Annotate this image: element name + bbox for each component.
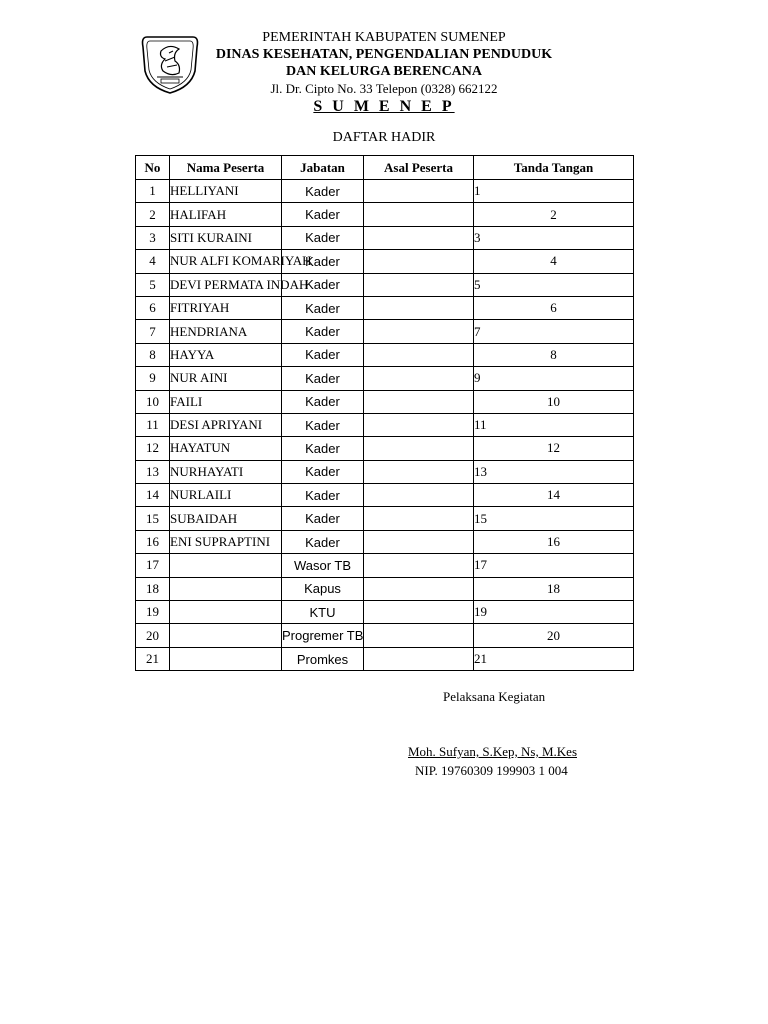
row-no: 9 xyxy=(136,367,170,390)
row-nama-peserta: DESI APRIYANI xyxy=(170,413,282,436)
table-row xyxy=(136,624,634,647)
table-row xyxy=(136,203,634,226)
row-no: 10 xyxy=(136,390,170,413)
header-agency-name-2: DAN KELURGA BERENCANA xyxy=(285,64,483,79)
row-tanda-tangan: 8 xyxy=(474,343,634,366)
header-tanda-tangan: Tanda Tangan xyxy=(474,156,634,180)
row-tanda-tangan: 18 xyxy=(474,577,634,600)
row-jabatan: Kader xyxy=(282,343,364,366)
row-asal-peserta xyxy=(364,343,474,366)
row-tanda-tangan: 13 xyxy=(474,460,634,483)
table-row xyxy=(136,296,634,319)
table-row xyxy=(136,367,634,390)
row-tanda-tangan: 11 xyxy=(474,413,634,436)
row-no: 1 xyxy=(136,180,170,203)
row-nama-peserta xyxy=(170,554,282,577)
row-asal-peserta xyxy=(364,484,474,507)
row-nama-peserta: HENDRIANA xyxy=(170,320,282,343)
row-nama-peserta: HELLIYANI xyxy=(170,180,282,203)
table-row xyxy=(136,601,634,624)
row-asal-peserta xyxy=(364,601,474,624)
row-no: 15 xyxy=(136,507,170,530)
row-no: 13 xyxy=(136,460,170,483)
row-nama-peserta: NUR AINI xyxy=(170,367,282,390)
row-tanda-tangan: 20 xyxy=(474,624,634,647)
table-row xyxy=(136,507,634,530)
row-asal-peserta xyxy=(364,507,474,530)
row-jabatan: Wasor TB xyxy=(282,554,364,577)
table-row xyxy=(136,273,634,296)
row-nama-peserta: FITRIYAH xyxy=(170,296,282,319)
row-no: 4 xyxy=(136,250,170,273)
row-jabatan: Kader xyxy=(282,530,364,553)
row-asal-peserta xyxy=(364,460,474,483)
row-nama-peserta: HALIFAH xyxy=(170,203,282,226)
row-tanda-tangan: 9 xyxy=(474,367,634,390)
row-nama-peserta: SUBAIDAH xyxy=(170,507,282,530)
table-row xyxy=(136,226,634,249)
header-jabatan: Jabatan xyxy=(282,156,364,180)
row-no: 11 xyxy=(136,413,170,436)
table-row xyxy=(136,180,634,203)
row-asal-peserta xyxy=(364,203,474,226)
table-header-row xyxy=(136,156,634,180)
row-jabatan: Kader xyxy=(282,203,364,226)
row-jabatan: Kader xyxy=(282,367,364,390)
row-tanda-tangan: 21 xyxy=(474,647,634,670)
row-asal-peserta xyxy=(364,530,474,553)
row-tanda-tangan: 7 xyxy=(474,320,634,343)
row-no: 20 xyxy=(136,624,170,647)
row-no: 5 xyxy=(136,273,170,296)
table-row xyxy=(136,413,634,436)
row-nama-peserta: ENI SUPRAPTINI xyxy=(170,530,282,553)
row-jabatan: KTU xyxy=(282,601,364,624)
row-jabatan: Kader xyxy=(282,413,364,436)
row-jabatan: Kader xyxy=(282,320,364,343)
row-jabatan: Kader xyxy=(282,460,364,483)
row-nama-peserta xyxy=(170,647,282,670)
row-jabatan: Promkes xyxy=(282,647,364,670)
row-asal-peserta xyxy=(364,554,474,577)
row-tanda-tangan: 2 xyxy=(474,203,634,226)
row-tanda-tangan: 5 xyxy=(474,273,634,296)
row-asal-peserta xyxy=(364,577,474,600)
row-jabatan: Kader xyxy=(282,273,364,296)
row-no: 17 xyxy=(136,554,170,577)
row-nama-peserta: HAYYA xyxy=(170,343,282,366)
row-jabatan: Kader xyxy=(282,390,364,413)
row-tanda-tangan: 19 xyxy=(474,601,634,624)
row-asal-peserta xyxy=(364,437,474,460)
row-jabatan: Kader xyxy=(282,250,364,273)
row-jabatan: Kader xyxy=(282,226,364,249)
row-no: 8 xyxy=(136,343,170,366)
row-tanda-tangan: 14 xyxy=(474,484,634,507)
signature-role: Pelaksana Kegiatan xyxy=(443,689,546,704)
header-nama-peserta: Nama Peserta xyxy=(170,156,282,180)
table-row xyxy=(136,530,634,553)
signature-name: Moh. Sufyan, S.Kep, Ns, M.Kes xyxy=(408,744,577,759)
row-asal-peserta xyxy=(364,250,474,273)
row-asal-peserta xyxy=(364,273,474,296)
row-no: 16 xyxy=(136,530,170,553)
row-no: 19 xyxy=(136,601,170,624)
header-address: Jl. Dr. Cipto No. 33 Telepon (0328) 662122 xyxy=(270,81,498,96)
table-row xyxy=(136,320,634,343)
row-asal-peserta xyxy=(364,390,474,413)
row-no: 21 xyxy=(136,647,170,670)
table-row xyxy=(136,577,634,600)
table-row xyxy=(136,554,634,577)
row-no: 12 xyxy=(136,437,170,460)
row-no: 18 xyxy=(136,577,170,600)
row-nama-peserta xyxy=(170,577,282,600)
row-nama-peserta xyxy=(170,601,282,624)
header-asal-peserta: Asal Peserta xyxy=(364,156,474,180)
row-tanda-tangan: 17 xyxy=(474,554,634,577)
row-no: 2 xyxy=(136,203,170,226)
row-no: 7 xyxy=(136,320,170,343)
row-asal-peserta xyxy=(364,413,474,436)
row-no: 6 xyxy=(136,296,170,319)
row-nama-peserta: NUR ALFI KOMARIYAH xyxy=(170,250,282,273)
row-jabatan: Progremer TB xyxy=(282,624,364,647)
row-asal-peserta xyxy=(364,320,474,343)
table-row xyxy=(136,437,634,460)
row-nama-peserta: HAYATUN xyxy=(170,437,282,460)
row-nama-peserta: FAILI xyxy=(170,390,282,413)
row-tanda-tangan: 4 xyxy=(474,250,634,273)
row-tanda-tangan: 6 xyxy=(474,296,634,319)
header-no: No xyxy=(136,156,170,180)
row-nama-peserta: DEVI PERMATA INDAH xyxy=(170,273,282,296)
row-tanda-tangan: 10 xyxy=(474,390,634,413)
row-tanda-tangan: 12 xyxy=(474,437,634,460)
row-asal-peserta xyxy=(364,647,474,670)
row-jabatan: Kapus xyxy=(282,577,364,600)
table-row xyxy=(136,250,634,273)
row-no: 14 xyxy=(136,484,170,507)
row-asal-peserta xyxy=(364,180,474,203)
table-row xyxy=(136,647,634,670)
table-row xyxy=(136,390,634,413)
row-nama-peserta: SITI KURAINI xyxy=(170,226,282,249)
row-nama-peserta: NURLAILI xyxy=(170,484,282,507)
table-row xyxy=(136,484,634,507)
row-nama-peserta: NURHAYATI xyxy=(170,460,282,483)
document-title: DAFTAR HADIR xyxy=(332,130,436,145)
row-jabatan: Kader xyxy=(282,484,364,507)
header-city: S U M E N E P xyxy=(313,98,455,115)
table-row xyxy=(136,460,634,483)
row-no: 3 xyxy=(136,226,170,249)
row-tanda-tangan: 3 xyxy=(474,226,634,249)
attendance-table xyxy=(135,155,634,671)
signature-nip: NIP. 19760309 199903 1 004 xyxy=(415,763,568,778)
header-government-name: PEMERINTAH KABUPATEN SUMENEP xyxy=(262,30,506,45)
row-tanda-tangan: 16 xyxy=(474,530,634,553)
row-jabatan: Kader xyxy=(282,437,364,460)
row-jabatan: Kader xyxy=(282,507,364,530)
row-asal-peserta xyxy=(364,226,474,249)
row-asal-peserta xyxy=(364,367,474,390)
row-jabatan: Kader xyxy=(282,180,364,203)
row-asal-peserta xyxy=(364,624,474,647)
row-asal-peserta xyxy=(364,296,474,319)
row-nama-peserta xyxy=(170,624,282,647)
row-jabatan: Kader xyxy=(282,296,364,319)
row-tanda-tangan: 1 xyxy=(474,180,634,203)
table-row xyxy=(136,343,634,366)
header-agency-name: DINAS KESEHATAN, PENGENDALIAN PENDUDUK xyxy=(215,47,553,62)
row-tanda-tangan: 15 xyxy=(474,507,634,530)
